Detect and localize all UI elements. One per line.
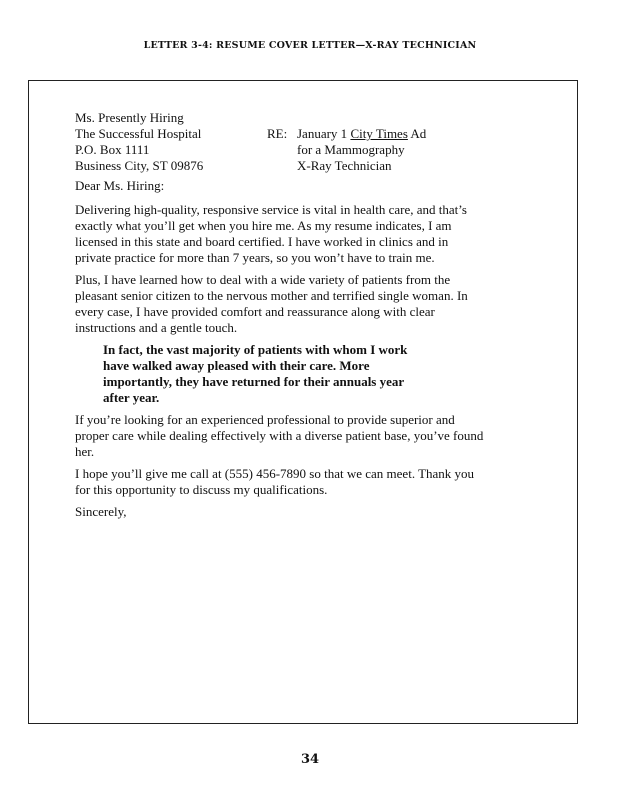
recipient-company: The Successful Hospital (75, 126, 202, 141)
address-row-2 (75, 126, 485, 142)
paragraph-4: If you’re looking for an experienced professional to provide superior and proper care while dealing effectively with a diverse patient base, you’ve found her. (75, 412, 484, 459)
address-row-3 (75, 142, 485, 158)
paragraph-1: Delivering high-quality, responsive service is vital in health care, and that’s exactly what you’ll get when you hire me. As my resume indicates, I am licensed in this state and board certified. I have worked in clinics and in private practice for more than 7 years, so you won’t have to train me. (75, 202, 467, 265)
re-ad: Ad (407, 126, 427, 141)
recipient-name: Ms. Presently Hiring (75, 110, 184, 125)
re-line-1 (297, 126, 426, 142)
re-line-2: for a Mammography (297, 142, 405, 157)
re-label: RE: (267, 126, 288, 141)
recipient-city: Business City, ST 09876 (75, 158, 204, 173)
page-title: LETTER 3-4: RESUME COVER LETTER—X-RAY TECHNICIAN (143, 40, 477, 51)
re-publication: City Times (350, 126, 408, 141)
recipient-address: P.O. Box 1111 (75, 142, 150, 157)
paragraph-5: I hope you’ll give me call at (555) 456-7890 so that we can meet. Thank you for this opportunity to discuss my qualifications. (75, 466, 475, 497)
page-number: 34 (300, 752, 320, 767)
address-row-4 (75, 158, 485, 174)
paragraph-2: Plus, I have learned how to deal with a wide variety of patients from the pleasant senior citizen to the nervous mother and terrified single woman. In every case, I have provided comfort and reassurance along with clear instructions and a gentle touch. (75, 272, 468, 335)
paragraph-3-emphasis: In fact, the vast majority of patients with whom I work have walked away pleased with their care. More importantly, they have returned for their annuals year after year. (103, 342, 408, 405)
re-date: January 1 (297, 126, 351, 141)
re-line-3: X-Ray Technician (297, 158, 392, 173)
closing: Sincerely, (75, 504, 127, 519)
address-row-1 (75, 110, 485, 126)
salutation: Dear Ms. Hiring: (75, 178, 165, 193)
letter-body (75, 110, 485, 526)
